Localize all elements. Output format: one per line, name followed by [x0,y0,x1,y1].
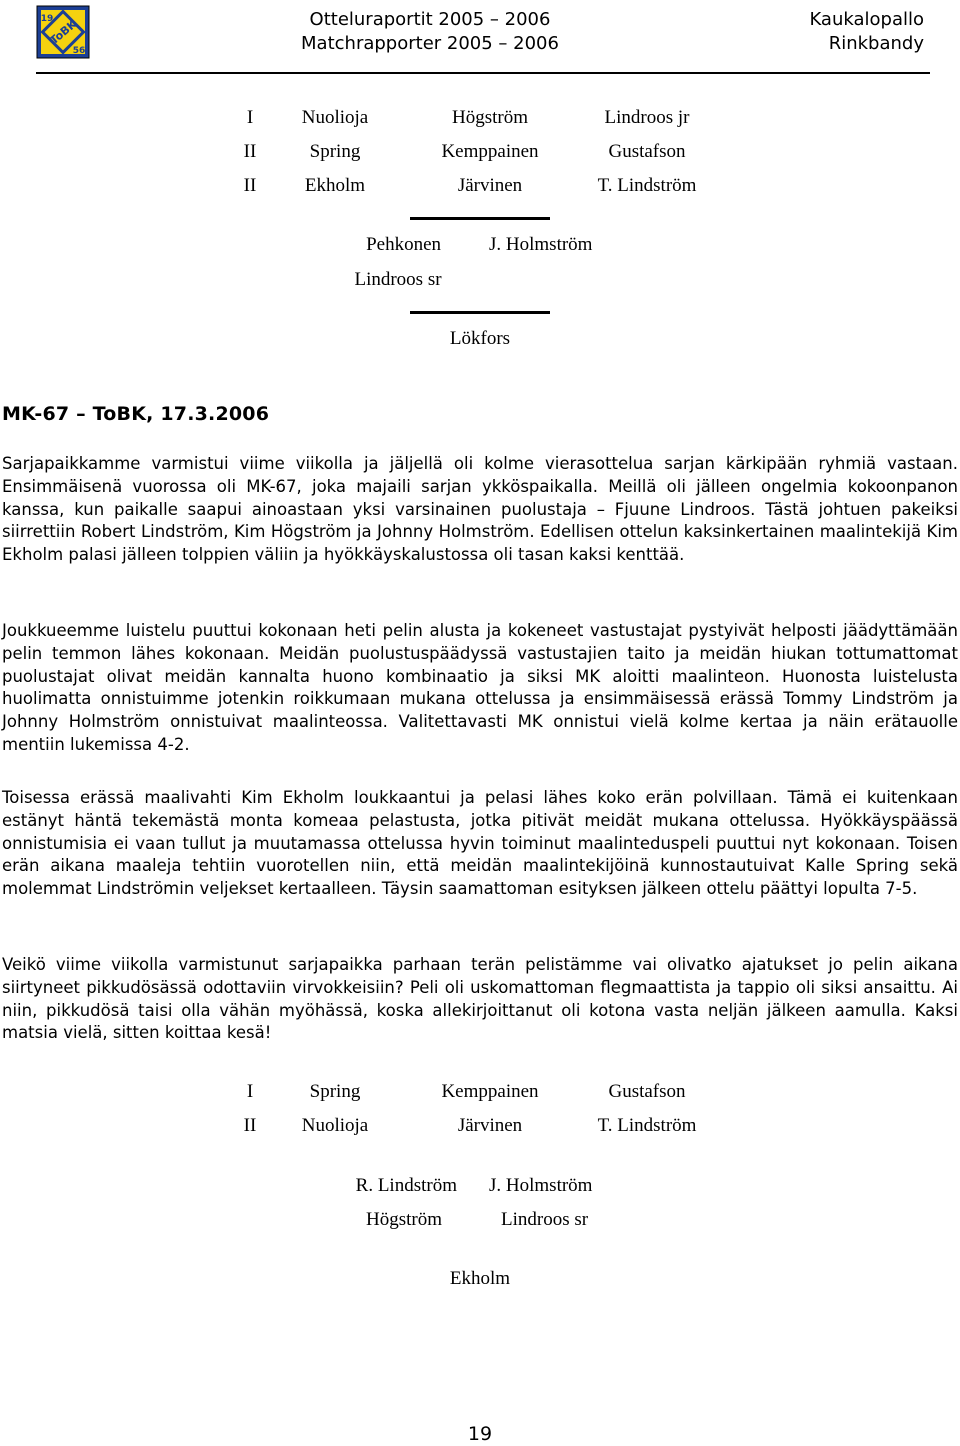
lineup-divider [410,217,550,220]
logo-year-bottom: 56 [72,46,86,56]
forward-player: Spring [309,1081,361,1102]
report-paragraph: Joukkueemme luistelu puuttui kokonaan heti pelin alusta ja kokeneet vastustajat pystyivät helposti jäädyttämään pelin temmon lähes kokonaan. Meidän puolustuspäädyssä vastustajien taito ja meidän hiukan tottumattomat puolustajat olivat meidän kannalta huono kombinaatio ja siksi MK aloitti maalinteon. Huonosta luistelusta huolimatta onnistuimme jotenkin roikkumaan mukana ottelussa ja ensimmäisessä erässä Tommy Lindström ja Johnny Holmström onnistuivat maalinteossa. Valitettavasti MK onnistui vielä kolme kertaa ja näin erätauolle mentiin lukemissa 4-2. [2,621,958,754]
match-title: MK-67 – ToBK, 17.3.2006 [2,403,270,425]
lineup-divider [410,311,550,314]
line-number: II [243,175,257,196]
line-number: I [246,107,254,128]
report-paragraph: Veikö viime viikolla varmistunut sarjapaikka parhaan terän pelistämme vai olivatko ajatukset jo pelin aikana siirtyneet pikkudösässä odottaviin virvokkeisiin? Peli oli uskomattoman flegmaattista ja tappio oli siksi ansaittu. Ai niin, pikkudösä taisi olla vähän myöhässä, koska allekirjoittanut oli kotona vasta neljän jälkeen aamulla. Kaksi matsia vielä, sitten koittaa kesä! [2,955,958,1043]
header-divider [36,72,930,74]
forward-player: Spring [309,141,361,162]
page-number: 19 [467,1423,493,1445]
forward-player: Järvinen [457,175,523,196]
defense-player: Lindroos sr [501,1209,589,1230]
report-title-sv: Matchrapporter 2005 – 2006 [301,33,559,54]
logo-year-top: 19 [40,14,54,24]
forward-player: Nuolioja [301,1115,369,1136]
defense-player: Lindroos sr [354,269,442,290]
sport-title-sv: Rinkbandy [828,33,924,54]
forward-player: Lindroos jr [604,107,690,128]
defense-player: R. Lindström [355,1175,457,1196]
line-number: I [246,1081,254,1102]
goalie: Ekholm [449,1268,511,1289]
report-title [240,8,620,56]
report-paragraph: Toisessa erässä maalivahti Kim Ekholm loukkaantui ja pelasi lähes koko erän polvillaan. Tämä ei kuitenkaan estänyt häntä tekemästä monta komeaa pelastusta, jotka pitivät meidät mukana ottelussa. Hyökkäyspäässä onnistumisia ei vaan tullut ja muutamassa ottelussa hyvin toiminut maalinteduspeli puuttui nyt kokonaan. Toisen erän aikana maaleja tehtiin vuorotellen niin, että meidän maalintekijöinä kunnostautuivat Kalle Spring sekä molemmat Lindströmin veljekset kertaalleen. Täysin saamattoman esityksen jälkeen ottelu päättyi lopulta 7-5. [2,788,958,899]
forward-player: Gustafson [608,141,686,162]
logo-club-text: ToBK [47,17,80,48]
sport-title [809,8,924,56]
defense-player: Högström [366,1209,442,1230]
forward-player: Högström [452,107,528,128]
forward-player: Kemppainen [441,141,539,162]
defense-player: J. Holmström [489,1175,593,1196]
defense-player: Pehkonen [366,234,441,255]
sport-title-fi: Kaukalopallo [809,9,924,30]
line-number: II [243,141,257,162]
forward-player: T. Lindström [597,1115,697,1136]
forward-player: T. Lindström [597,175,697,196]
club-logo [36,5,90,59]
defense-player: J. Holmström [489,234,593,255]
forward-player: Nuolioja [301,107,369,128]
line-number: II [243,1115,257,1136]
forward-player: Ekholm [304,175,366,196]
forward-player: Järvinen [457,1115,523,1136]
report-title-fi: Otteluraportit 2005 – 2006 [309,9,551,30]
forward-player: Gustafson [608,1081,686,1102]
goalie: Lökfors [449,328,511,349]
report-paragraph: Sarjapaikkamme varmistui viime viikolla ja jäljellä oli kolme vierasottelua sarjan kärkipään ryhmiä vastaan. Ensimmäisenä vuorossa oli MK-67, joka majaili sarjan ykköspaikalla. Meillä oli jälleen ongelmia kokoonpanon kanssa, kun paikalle saapui ainoastaan yksi varsinainen puolustaja – Fjuune Lindroos. Tästä johtuen pakeiksi siirrettiin Robert Lindström, Kim Högström ja Johnny Holmström. Edellisen ottelun kaksinkertainen maalintekijä Kim Ekholm palasi jälleen tolppien väliin ja hyökkäyskalustossa oli tasan kaksi kenttää. [2,454,958,565]
forward-player: Kemppainen [441,1081,539,1102]
